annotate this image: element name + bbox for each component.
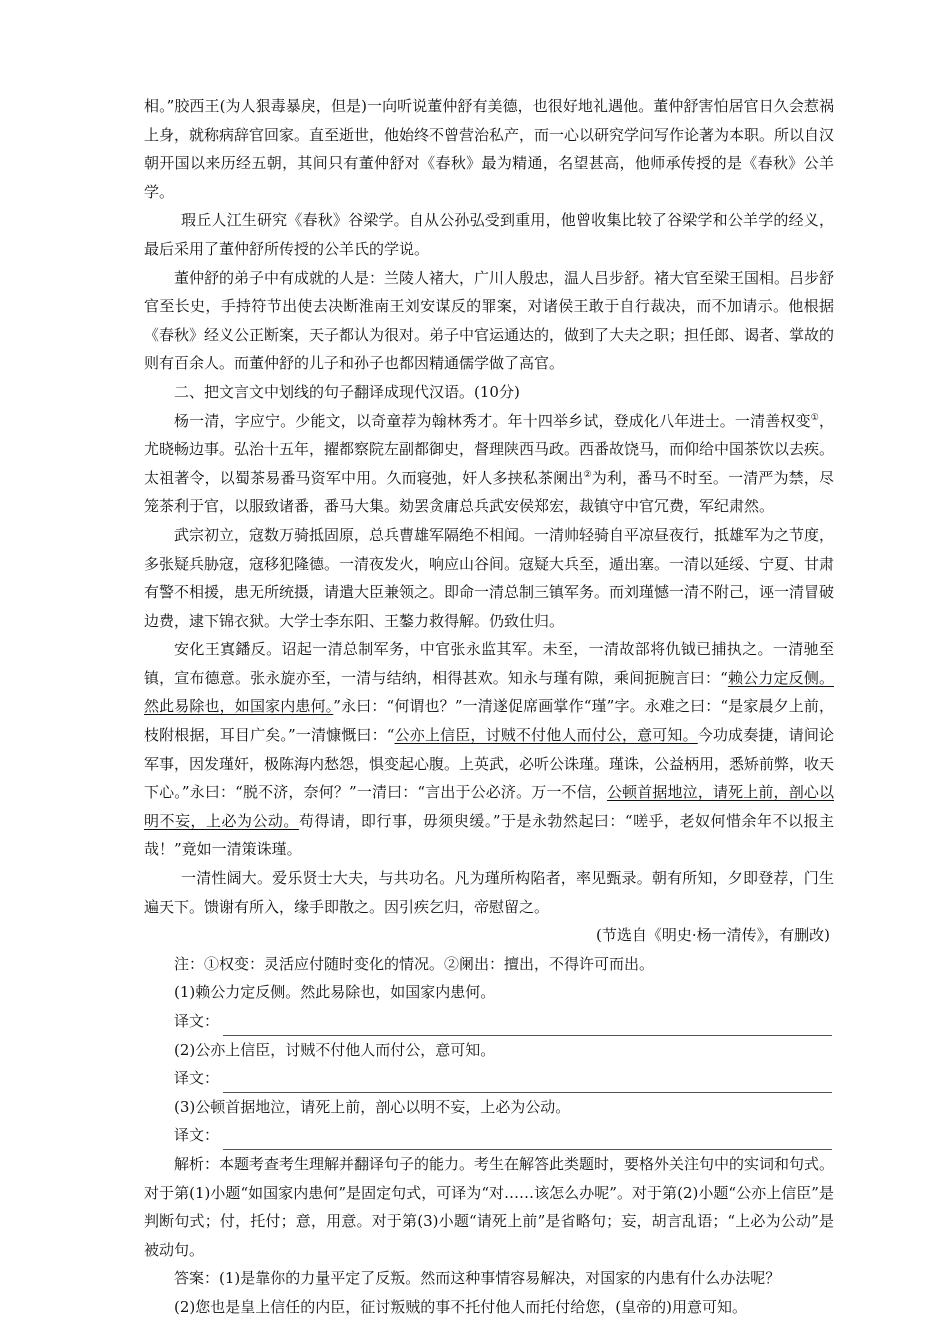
footnote-marker-2: ② <box>583 469 592 480</box>
analysis: 解析：本题考查考生理解并翻译句子的能力。考生在解答此类题时，要格外关注句中的实词和句式。对于第(1)小题“如国家内患何”是固定句式，可译为“对……该怎么办呢”。对于第(2)小题“公亦上信臣”是判断句式；付，托付；意，用意。对于第(3)小题“请死上前”是省略句；妄，胡言乱语；“上必为公动”是被动句。 <box>144 1154 835 1259</box>
translation-line-1 <box>144 1007 834 1036</box>
paragraph-6 <box>144 635 834 864</box>
question-1: (1)赖公力定反侧。然此易除也，如国家内患何。 <box>174 983 496 1002</box>
answer-blank-1[interactable] <box>223 1017 832 1036</box>
paragraph-7: 一清性阔大。爱乐贤士大夫，与共功名。凡为瑾所构陷者，率见甄录。朝有所知，夕即登荐，门生遍天下。馈谢有所入，缘手即散之。因引疾乞归，帝慰留之。 <box>144 869 834 916</box>
paragraph-6-part-d: 苟得请，即行事，毋须臾缓。”于是永勃然起曰：“嗟乎，老奴何惜余年不以报主哉！”竟如一清策诛瑾。 <box>144 811 834 859</box>
paragraph-6-part-a: 安化王寘鐇反。诏起一清总制军务，中官张永监其军。未至，一清故部将仇钺已捕执之。一清驰至镇，宣布德意。张永旋亦至，一清与结纳，相得甚欢。知永与瑾有隙，乘间扼腕言曰：“ <box>144 640 834 687</box>
paragraph-2: 瑕丘人江生研究《春秋》谷梁学。自从公孙弘受到重用，他曾收集比较了谷梁学和公羊学的经义，最后采用了董仲舒所传授的公羊氏的学说。 <box>144 211 834 258</box>
paragraph-1: 相。”胶西王(为人狠毒暴戾，但是)一向听说董仲舒有美德，也很好地礼遇他。董仲舒害怕居官日久会惹祸上身，就称病辞官回家。直至逝世，他始终不曾营治私产，而一心以研究学问写作论著为本职。所以自汉朝开国以来历经五朝，其间只有董仲舒对《春秋》最为精通，名望甚高，他师承传授的是《春秋》公羊学。 <box>144 97 835 201</box>
underlined-sentence-2: 公亦上信臣，讨贼不付他人而付公，意可知。 <box>394 726 698 745</box>
translation-label-3: 译文： <box>174 1126 220 1145</box>
answer-blank-2[interactable] <box>223 1074 832 1093</box>
translation-label-2: 译文： <box>174 1069 220 1088</box>
section-2-title: 二、把文言文中划线的句子翻译成现代汉语。(10分) <box>174 382 520 401</box>
source-citation: (节选自《明史·杨一清传》，有删改) <box>596 926 830 945</box>
answer-2: (2)您也是皇上信任的内臣，征讨叛贼的事不托付他人而托付给您，(皇帝的)用意可知。 <box>174 1297 747 1316</box>
footnote-marker-1: ① <box>810 412 819 423</box>
paragraph-6-part-b: ”永曰：“何谓也？”一清遂促席画掌作“瑾”字。永难之曰：“是家晨夕上前，枝附根据，耳目广矣。”一清慷慨曰：“ <box>144 697 834 745</box>
paragraph-6-part-c: 今功成奏捷，请间论军事，因发瑾奸，极陈海内愁怨，惧变起心腹。上英武，必听公诛瑾。瑾诛，公益柄用，悉矫前弊，收天下心。”永曰：“脱不济，奈何？”一清曰：“言出于公必济。万一不信， <box>144 726 835 802</box>
paragraph-4 <box>144 407 834 521</box>
paragraph-4-part-b: ，尤晓畅边事。弘治十五年，擢都察院左副都御史，督理陕西马政。西番故饶马，而仰给中国茶饮以去疾。太祖著令，以蜀茶易番马资军中用。久而寝弛，奸人多挟私茶阑出 <box>144 411 835 487</box>
paragraph-4-part-c: 为利，番马不时至。一清严为禁，尽笼茶利于官，以服致诸番，番马大集。劾罢贪庸总兵武安侯郑宏，裁镇守中官冗费，军纪肃然。 <box>144 468 834 516</box>
question-3: (3)公顿首据地泣，请死上前，剖心以明不妄，上必为公动。 <box>174 1097 571 1116</box>
paragraph-4-part-a: 杨一清，字应宁。少能文，以奇童荐为翰林秀才。年十四举乡试，登成化八年进士。一清善权变 <box>174 411 811 430</box>
paragraph-5: 武宗初立，寇数万骑抵固原，总兵曹雄军隔绝不相闻。一清帅轻骑自平凉昼夜行，抵雄军为之节度，多张疑兵胁寇，寇移犯隆德。一清夜发火，响应山谷间。寇疑大兵至，遁出塞。一清以延绥、宁夏、甘肃有警不相援，患无所统摄，请遣大臣兼领之。即命一清总制三镇军务。而刘瑾憾一清不附己，诬一清冒破边费，逮下锦衣狱。大学士李东阳、王鏊力救得解。仍致仕归。 <box>144 525 835 630</box>
underlined-sentence-1: 赖公力定反侧。然此易除也，如国家内患何。 <box>144 668 834 716</box>
paragraph-3: 董仲舒的弟子中有成就的人是：兰陵人褚大，广川人殷忠，温人吕步舒。褚大官至梁王国相。吕步舒官至长史，手持符节出使去决断淮南王刘安谋反的罪案，对诸侯王敢于自行裁决，而不加请示。他根据《春秋》经义公正断案，天子都认为很对。弟子中官运通达的，做到了大夫之职；担任郎、谒者、掌故的则有百余人。而董仲舒的儿子和孙子也都因精通儒学做了高官。 <box>144 268 835 373</box>
question-2: (2)公亦上信臣，讨贼不付他人而付公，意可知。 <box>174 1040 496 1059</box>
answer-blank-3[interactable] <box>223 1131 832 1150</box>
translation-line-3 <box>144 1121 834 1150</box>
translation-label-1: 译文： <box>174 1012 220 1030</box>
notes: 注：①权变：灵活应付随时变化的情况。②阑出：擅出，不得许可而出。 <box>174 954 655 973</box>
document-page <box>144 92 834 1322</box>
underlined-sentence-3: 公顿首据地泣，请死上前，剖心以明不妄，上必为公动。 <box>144 783 834 830</box>
translation-line-2 <box>144 1064 834 1093</box>
answer-1: 答案：(1)是靠你的力量平定了反叛。然而这种事情容易解决，对国家的内患有什么办法呢？ <box>174 1269 781 1288</box>
